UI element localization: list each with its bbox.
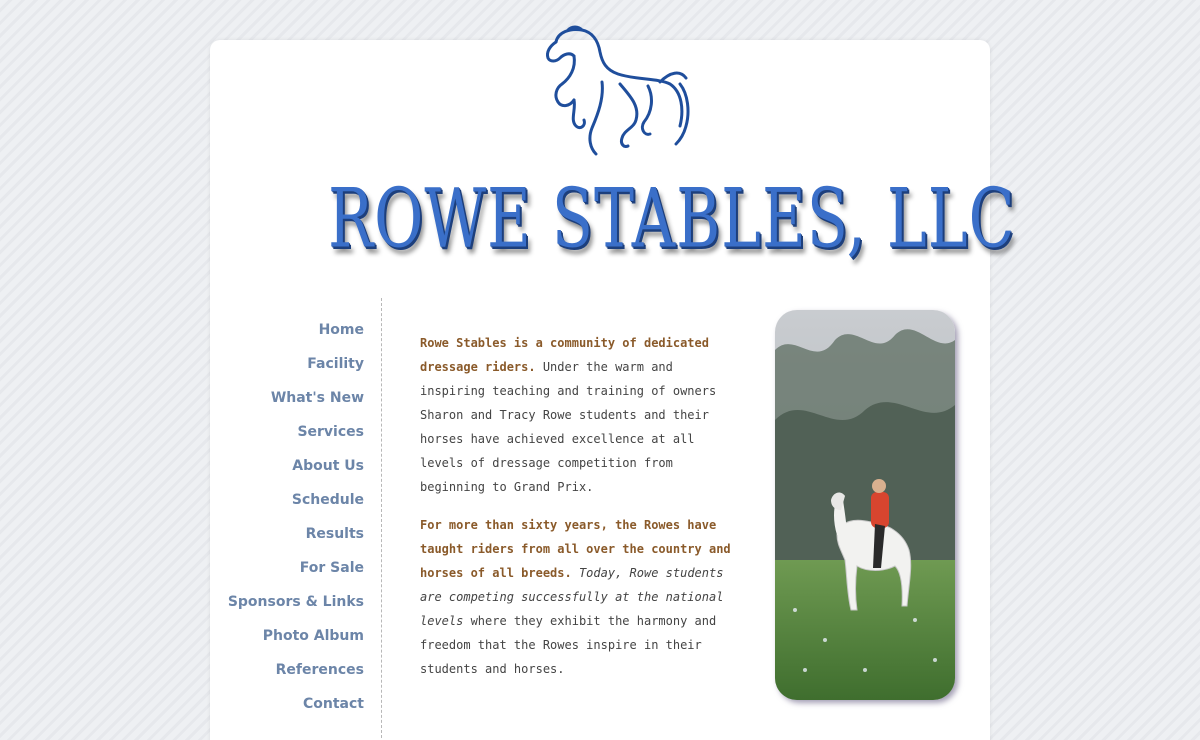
nav-item-references[interactable]: References xyxy=(275,662,364,678)
nav-item-about-us[interactable]: About Us xyxy=(292,458,364,474)
page-card xyxy=(210,40,1016,740)
nav-item-photo-album[interactable]: Photo Album xyxy=(262,628,364,644)
site-title: ROWE STABLES, LLC xyxy=(328,172,1016,267)
main-nav xyxy=(210,298,382,738)
nav-item-home[interactable]: Home xyxy=(318,322,364,338)
nav-item-whats-new[interactable]: What's New xyxy=(270,390,364,406)
intro-paragraph-1 xyxy=(420,331,740,499)
nav-item-contact[interactable]: Contact xyxy=(303,696,364,712)
rider-on-white-horse-photo xyxy=(775,310,955,700)
intro-italic-2: Today, Rowe students are competing successfully at the national levels xyxy=(420,566,724,628)
nav-item-results[interactable]: Results xyxy=(305,526,364,542)
intro-highlight-1: Rowe Stables is a community of dedicated dressage riders. xyxy=(420,336,709,374)
nav-item-facility[interactable]: Facility xyxy=(307,356,364,372)
intro-content xyxy=(420,331,740,695)
rearing-horse-logo-icon xyxy=(540,22,690,167)
nav-item-sponsors-links[interactable]: Sponsors & Links xyxy=(227,594,364,610)
nav-item-services[interactable]: Services xyxy=(297,424,364,440)
intro-highlight-2: For more than sixty years, the Rowes have taught riders from all over the country and horses of all breeds. xyxy=(420,518,731,580)
intro-text-2: where they exhibit the harmony and freedom that the Rowes inspire in their students and horses. xyxy=(420,614,717,676)
nav-item-for-sale[interactable]: For Sale xyxy=(299,560,364,576)
intro-text-1: Under the warm and inspiring teaching and training of owners Sharon and Tracy Rowe students and their horses have achieved excellence at all levels of dressage competition from beginning to Grand Prix. xyxy=(420,360,717,494)
intro-paragraph-2 xyxy=(420,513,740,681)
nav-item-schedule[interactable]: Schedule xyxy=(291,492,364,508)
